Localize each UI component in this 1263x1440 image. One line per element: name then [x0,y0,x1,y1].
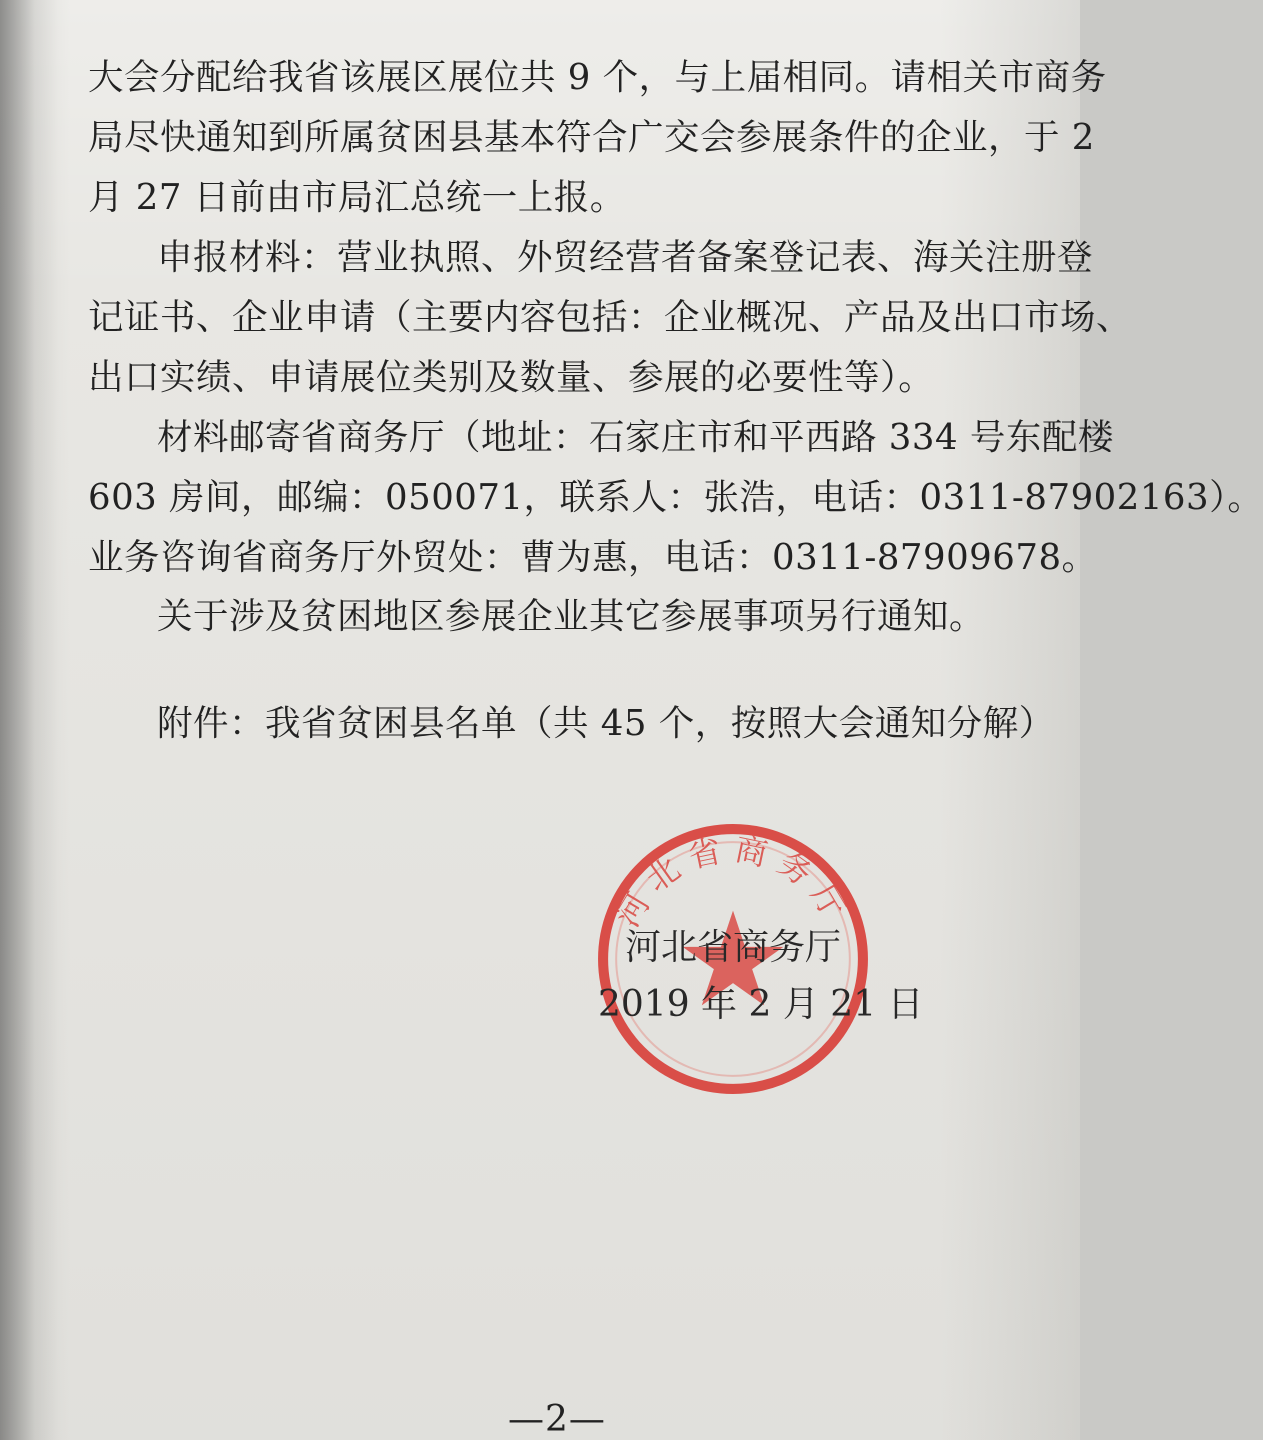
seal-text: 河北省商务厅 [608,829,858,934]
paragraph-4-line-1: 关于涉及贫困地区参展企业其它参展事项另行通知。 [157,596,986,637]
paragraph-2-line-3: 出口实绩、申请展位类别及数量、参展的必要性等）。 [88,357,935,398]
paragraph-2-line-2: 记证书、企业申请（主要内容包括：企业概况、产品及出口市场、 [88,297,1133,338]
paragraph-3-line-3: 业务咨询省商务厅外贸处：曹为惠，电话：0311-87909678。 [88,537,1098,578]
paragraph-3-line-2: 603 房间，邮编：050071，联系人：张浩，电话：0311-87902163）。 [88,477,1263,518]
paragraph-2-line-1: 申报材料：营业执照、外贸经营者备案登记表、海关注册登 [157,237,1094,278]
signature-organization: 河北省商务厅 [625,927,842,968]
paragraph-1-line-2: 局尽快通知到所属贫困县基本符合广交会参展条件的企业，于 2 [88,117,1095,158]
attachment-line: 附件：我省贫困县名单（共 45 个，按照大会通知分解） [157,703,1055,744]
paragraph-1-line-1: 大会分配给我省该展区展位共 9 个，与上届相同。请相关市商务 [88,57,1107,98]
page-number: —2— [508,1399,606,1440]
paragraph-3-line-1: 材料邮寄省商务厅（地址：石家庄市和平西路 334 号东配楼 [157,417,1114,458]
page-left-shadow [0,0,58,1440]
paragraph-1-line-3: 月 27 日前由市局汇总统一上报。 [88,177,626,218]
signature-date: 2019 年 2 月 21 日 [598,984,924,1025]
